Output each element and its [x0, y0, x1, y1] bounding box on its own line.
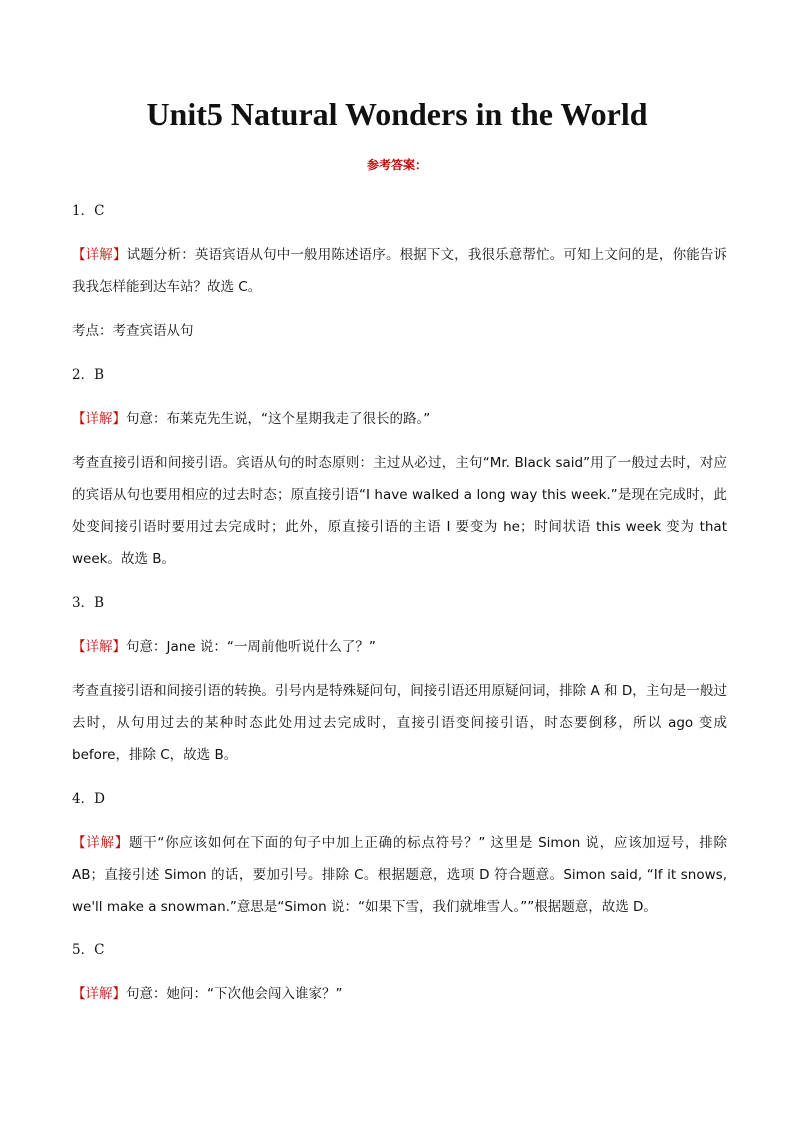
- detail-tag: 【详解】: [72, 247, 127, 263]
- document-title: Unit5 Natural Wonders in the World: [146, 96, 648, 132]
- answer-number-1: 1．C: [72, 203, 105, 219]
- detail-text: 句意：Jane 说：“一周前他听说什么了？”: [126, 639, 376, 655]
- detail-text: 题干“你应该如何在下面的句子中加上正确的标点符号？” 这里是 Simon 说，应该加逗号，排除 AB；直接引述 Simon 的话，要加引号。排除 C。根据题意，选项 D 符合题意。Simon said, “If it snows, we'll make a snowman.”意思是“Simon 说：“如果下雪，我们就堆雪人。””根据题意，故选 D。: [72, 835, 728, 915]
- answer-detail-3: [72, 631, 727, 663]
- detail-tag: 【详解】: [72, 411, 126, 427]
- detail-text: 句意：布莱克先生说，“这个星期我走了很长的路。”: [126, 411, 431, 427]
- answer-detail-2: [72, 403, 727, 435]
- answer-detail-1: [72, 239, 727, 303]
- detail-tag: 【详解】: [72, 986, 126, 1002]
- answer-note-1: [72, 315, 727, 347]
- answer-number-5: 5．C: [72, 942, 105, 958]
- answer-note-2: [72, 447, 727, 575]
- detail-tag: 【详解】: [72, 835, 129, 851]
- note-text: 考查直接引语和间接引语。宾语从句的时态原则：主过从必过，主句“Mr. Black said”用了一般过去时，对应的宾语从句也要用相应的过去时态；原直接引语“I have walked a long way this week.”是现在完成时，此处变间接引语时要用过去完成时；此外，原直接引语的主语 I 要变为 he；时间状语 this week 变为 that week。故选 B。: [72, 455, 727, 567]
- answer-key-heading: 参考答案：: [366, 158, 427, 172]
- detail-tag: 【详解】: [72, 639, 126, 655]
- note-text: 考查直接引语和间接引语的转换。引号内是特殊疑问句，间接引语还用原疑问词，排除 A 和 D，主句是一般过去时，从句用过去的某种时态此处用过去完成时，直接引语变间接引语，时态要倒移，所以 ago 变成 before，排除 C，故选 B。: [72, 683, 727, 763]
- answer-note-3: [72, 675, 727, 771]
- detail-text: 句意：她问：“下次他会闯入谁家？”: [126, 986, 343, 1002]
- answer-number-4: 4．D: [72, 791, 105, 807]
- detail-text: 试题分析：英语宾语从句中一般用陈述语序。根据下文，我很乐意帮忙。可知上文问的是，你能告诉我我怎样能到达车站？故选 C。: [72, 247, 728, 295]
- answer-detail-5: [72, 978, 727, 1010]
- answer-detail-4: [72, 827, 727, 923]
- answer-number-3: 3．B: [72, 595, 105, 611]
- note-text: 考点：考查宾语从句: [72, 323, 194, 339]
- answer-number-2: 2．B: [72, 367, 105, 383]
